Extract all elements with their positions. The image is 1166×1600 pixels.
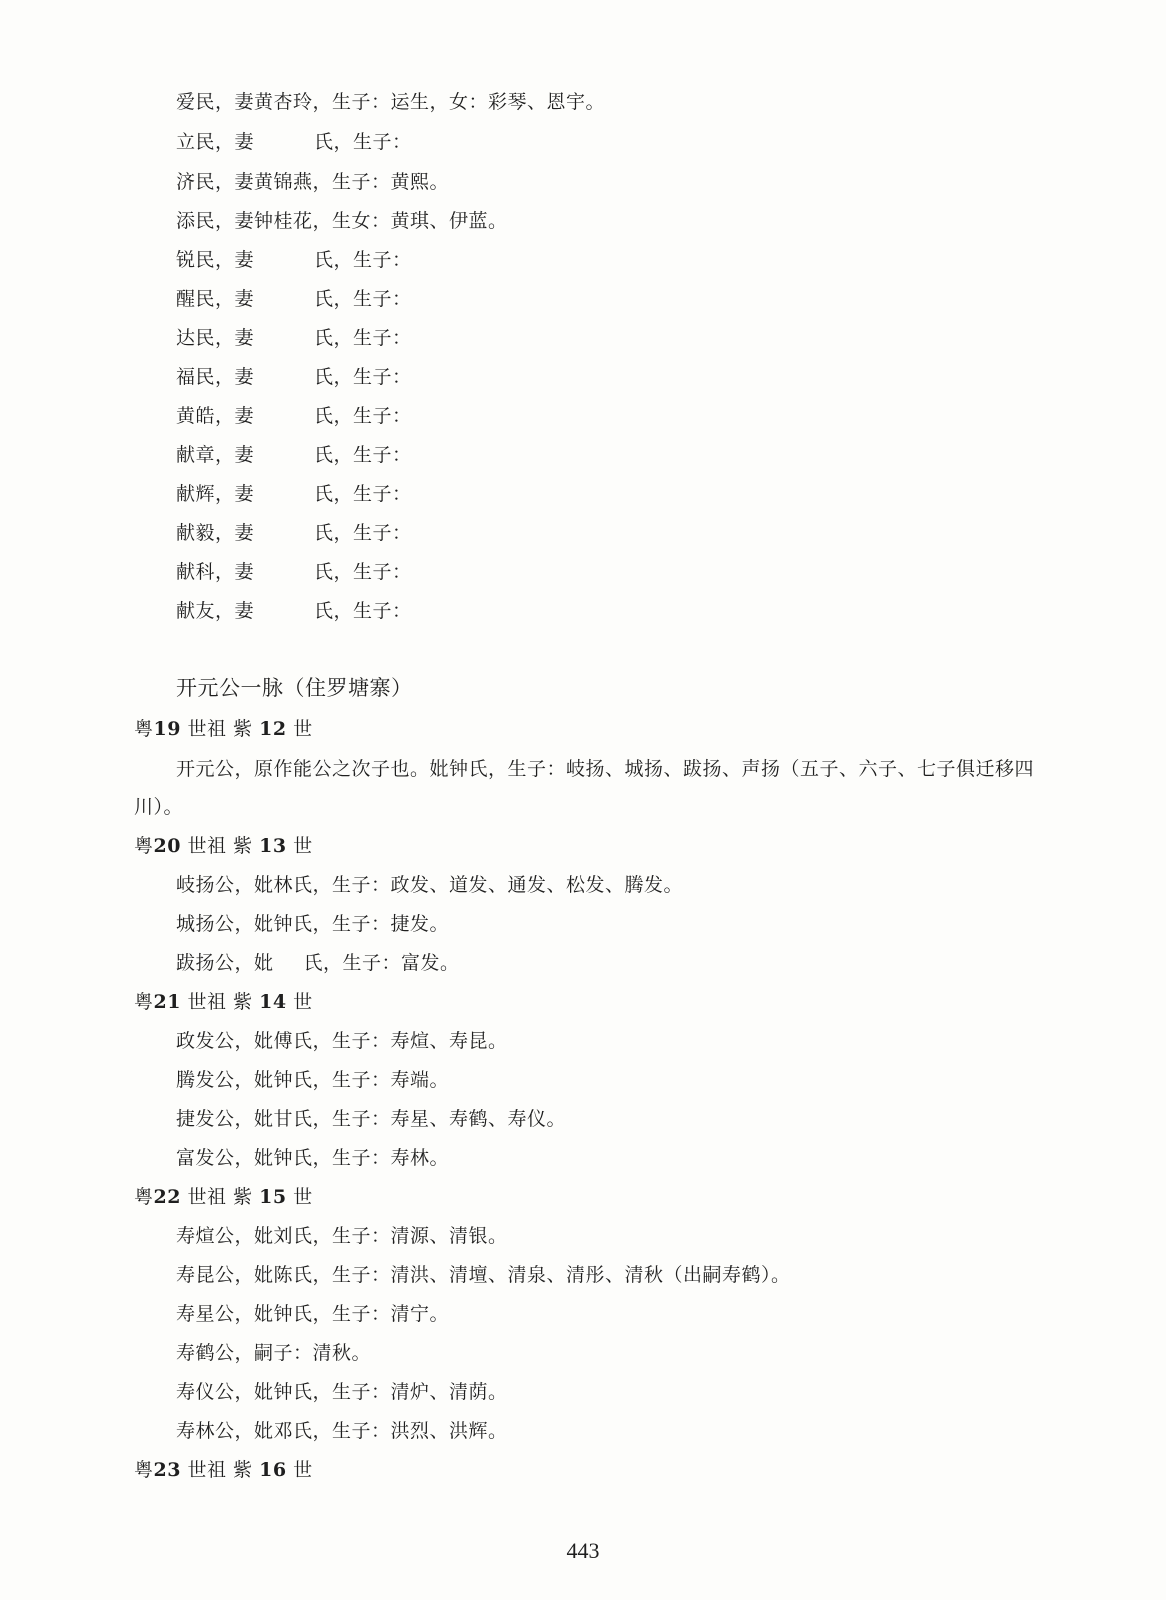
entry-post: 氏，生子： [314,522,412,544]
person-name: 献章 [176,444,216,466]
person-name: 醒民 [176,288,216,310]
entry-line [176,209,508,233]
entry-post: 氏，生子： [314,405,412,427]
entry-text: ，妻钟桂花，生女：黄琪、伊蓝。 [215,210,508,232]
person-name: 献科 [176,561,216,583]
generation-heading: 粤22 世祖 紫 15 世 [134,1186,313,1208]
entry-post: 氏，生子： [314,249,412,271]
generation-heading: 粤20 世祖 紫 13 世 [134,835,313,857]
entry-pre: ，妻 [215,483,255,505]
entry-line: 寿星公，妣钟氏，生子：清宁。 [176,1303,450,1325]
person-name: 锐民 [176,249,216,271]
entry-line [176,248,412,272]
entry-line: 富发公，妣钟氏，生子：寿林。 [176,1147,450,1169]
entry-line [176,521,412,545]
entry-post: 氏，生子： [314,600,412,622]
entry-line [176,560,412,584]
entry-text: ，妻黄锦燕，生子：黄熙。 [215,171,450,193]
page-number: 443 [566,1538,600,1563]
person-name: 献毅 [176,522,216,544]
generation-heading: 粤21 世祖 紫 14 世 [134,991,313,1013]
entry-line [176,443,412,467]
person-name: 济民 [176,171,216,193]
entry-line [176,287,412,311]
person-name: 献辉 [176,483,216,505]
entry-pre: ，妻 [215,405,255,427]
entry-post: 氏，生子： [314,327,412,349]
entry-line [176,482,412,506]
entry-line: 寿仪公，妣钟氏，生子：清炉、清荫。 [176,1381,508,1403]
entry-pre: ，妻 [215,600,255,622]
section-title: 开元公一脉（住罗塘寨） [176,676,413,700]
entry-line [176,404,412,428]
person-name: 献友 [176,600,216,622]
entry-post: 氏，生子： [314,483,412,505]
entry-post: 氏，生子： [314,444,412,466]
entry-line: 城扬公，妣钟氏，生子：捷发。 [176,913,450,935]
entry-pre: ，妻 [215,327,255,349]
entry-pre: ，妻 [215,366,255,388]
entry-post: 氏，生子：富发。 [303,952,460,974]
entry-line: 政发公，妣傅氏，生子：寿煊、寿昆。 [176,1030,508,1052]
entry-line: 寿鹤公，嗣子：清秋。 [176,1342,372,1364]
entry-line: 腾发公，妣钟氏，生子：寿端。 [176,1069,450,1091]
entry-pre: 跋扬公，妣 [176,952,274,974]
entry-post: 氏，生子： [314,288,412,310]
entry-pre: ，妻 [215,561,255,583]
person-name: 爱民 [176,91,216,113]
entry-line: 寿昆公，妣陈氏，生子：清洪、清壇、清泉、清彤、清秋（出嗣寿鹤）。 [176,1264,791,1286]
entry-post: 氏，生子： [314,131,412,153]
person-name: 福民 [176,366,216,388]
generation-heading: 粤23 世祖 紫 16 世 [134,1459,313,1481]
entry-line: 寿煊公，妣刘氏，生子：清源、清银。 [176,1225,508,1247]
person-name: 添民 [176,210,216,232]
entry-line [176,130,412,154]
entry-text: ，妻黄杏玲，生子：运生，女：彩琴、恩宇。 [215,91,606,113]
entry-line: 捷发公，妣甘氏，生子：寿星、寿鹤、寿仪。 [176,1108,567,1130]
entry-line [176,951,460,975]
person-name: 达民 [176,327,216,349]
entry-post: 氏，生子： [314,561,412,583]
entry-pre: ，妻 [215,522,255,544]
entry-line [176,326,412,350]
entry-pre: ，妻 [215,131,255,153]
entry-line [176,170,449,194]
kaiyuan-paragraph: 开元公，原作能公之次子也。妣钟氏，生子：岐扬、城扬、跋扬、声扬（五子、六子、七子俱迁移四川）。 [134,758,1035,818]
entry-line: 寿林公，妣邓氏，生子：洪烈、洪辉。 [176,1420,508,1442]
entry-line [176,599,412,623]
entry-pre: ，妻 [215,288,255,310]
entry-line [176,365,412,389]
entry-post: 氏，生子： [314,366,412,388]
entry-line: 岐扬公，妣林氏，生子：政发、道发、通发、松发、腾发。 [176,874,684,896]
generation-heading: 粤19 世祖 紫 12 世 [134,718,313,740]
entry-line [176,90,605,114]
entry-pre: ，妻 [215,249,255,271]
entry-pre: ，妻 [215,444,255,466]
person-name: 黄皓 [176,405,216,427]
person-name: 立民 [176,131,216,153]
